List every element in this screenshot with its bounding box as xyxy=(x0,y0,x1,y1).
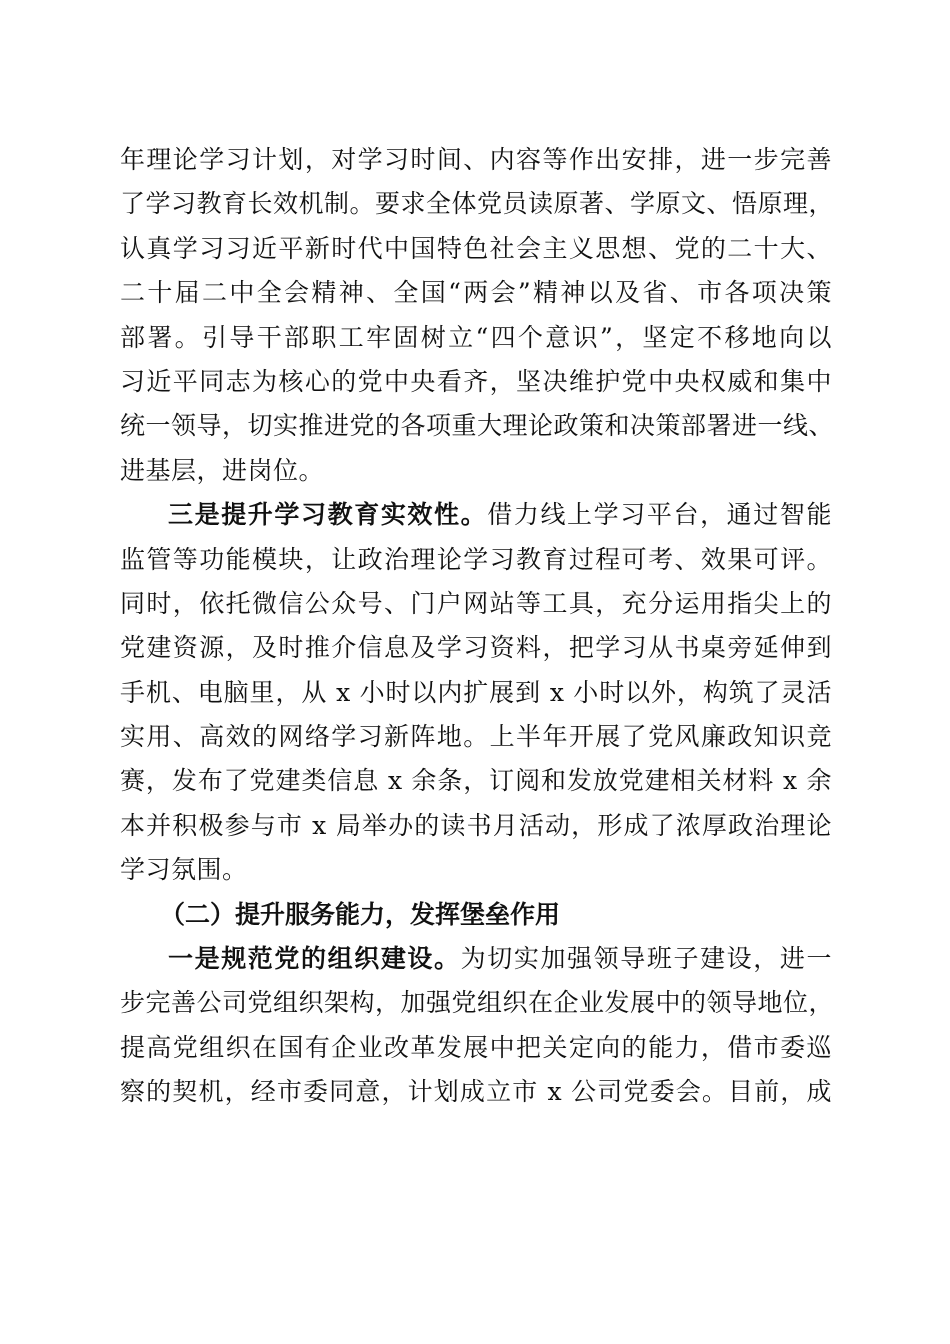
paragraph-study-effectiveness xyxy=(120,493,832,893)
text-line: 提高党组织在国有企业改革发展中把关定向的能力，借市委巡 xyxy=(120,1032,832,1062)
document-page xyxy=(120,138,835,1115)
text-line: 学习氛围。 xyxy=(120,855,248,885)
text-line: 察的契机，经市委同意，计划成立市 x 公司党委会。目前，成 xyxy=(120,1077,832,1107)
text-line: 二十届二中全会精神、全国“两会”精神以及省、市各项决策 xyxy=(120,278,832,308)
paragraph-study-plan xyxy=(120,138,835,493)
paragraph-lead: 一是规范党的组织建设。 xyxy=(168,944,461,974)
text-line: 党建资源，及时推介信息及学习资料，把学习从书桌旁延伸到 xyxy=(120,633,832,663)
text-line: 赛，发布了党建类信息 x 余条，订阅和发放党建相关材料 x 余 xyxy=(120,766,832,796)
text-line: 本并积极参与市 x 局举办的读书月活动，形成了浓厚政治理论 xyxy=(120,810,832,840)
paragraph-first-rest: 为切实加强领导班子建设，进一 xyxy=(460,944,832,974)
text-line: 统一领导，切实推进党的各项重大理论政策和决策部署进一线、 xyxy=(120,411,835,441)
text-line: 步完善公司党组织架构，加强党组织在企业发展中的领导地位， xyxy=(120,988,835,1018)
text-line: 手机、电脑里，从 x 小时以内扩展到 x 小时以外，构筑了灵活 xyxy=(120,677,832,707)
text-line: 监管等功能模块，让政治理论学习教育过程可考、效果可评。 xyxy=(120,544,832,574)
text-line: 实用、高效的网络学习新阵地。上半年开展了党风廉政知识竞 xyxy=(120,722,832,752)
paragraph-organization-building xyxy=(120,937,835,1115)
paragraph-lead: 三是提升学习教育实效性。 xyxy=(168,500,488,530)
text-line-first xyxy=(120,937,832,981)
section-heading: （二）提升服务能力，发挥堡垒作用 xyxy=(160,899,561,929)
text-line: 部署。引导干部职工牢固树立“四个意识”，坚定不移地向以 xyxy=(120,322,832,352)
text-line: 同时，依托微信公众号、门户网站等工具，充分运用指尖上的 xyxy=(120,588,832,618)
text-line: 了学习教育长效机制。要求全体党员读原著、学原文、悟原理， xyxy=(120,189,835,219)
paragraph-first-rest: 借力线上学习平台，通过智能 xyxy=(487,500,832,530)
text-line: 习近平同志为核心的党中央看齐，坚决维护党中央权威和集中 xyxy=(120,366,832,396)
text-line: 年理论学习计划，对学习时间、内容等作出安排，进一步完善 xyxy=(120,145,832,174)
text-line: 认真学习习近平新时代中国特色社会主义思想、党的二十大、 xyxy=(120,233,832,263)
text-line-first xyxy=(120,493,832,537)
text-line: 进基层，进岗位。 xyxy=(120,455,325,485)
